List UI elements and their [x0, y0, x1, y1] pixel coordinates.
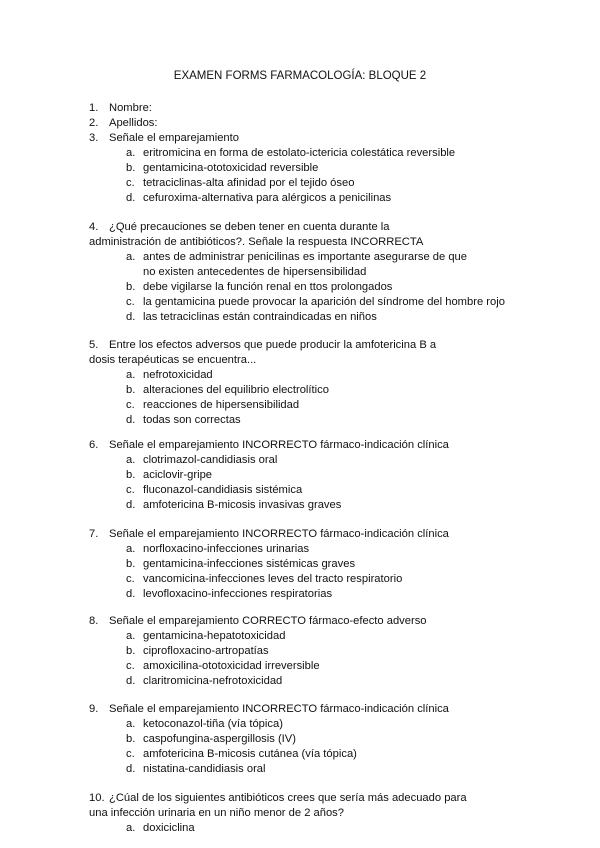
- option-text: doxiciclina: [143, 822, 195, 834]
- option-d: [89, 191, 539, 206]
- option-b: [89, 557, 539, 572]
- option-text: antes de administrar penicilinas es importante asegurarse de que no existen antecedentes de hipersensibilidad: [143, 251, 468, 278]
- option-letter: b.: [126, 733, 136, 745]
- option-letter: c.: [126, 399, 135, 411]
- option-list: [89, 542, 539, 602]
- option-text: gentamicina-infecciones sistémicas graves: [143, 558, 356, 570]
- option-d: [89, 587, 539, 602]
- option-text: amoxicilina-ototoxicidad irreversible: [143, 660, 320, 672]
- question-number: 5.: [89, 339, 99, 351]
- option-letter: c.: [126, 660, 135, 672]
- option-letter: a.: [126, 718, 136, 730]
- option-list: [89, 250, 539, 325]
- option-letter: b.: [126, 558, 136, 570]
- option-d: [89, 413, 539, 428]
- option-a: [89, 717, 539, 732]
- option-text: la gentamicina puede provocar la aparición del síndrome del hombre rojo: [143, 296, 505, 308]
- option-letter: c.: [126, 296, 135, 308]
- question-2: [89, 116, 539, 131]
- option-d: [89, 498, 539, 513]
- option-b: [89, 644, 539, 659]
- option-letter: c.: [126, 573, 135, 585]
- option-c: [89, 295, 539, 310]
- option-letter: b.: [126, 645, 136, 657]
- option-text: clotrimazol-candidiasis oral: [143, 454, 278, 466]
- question-6: [89, 438, 539, 513]
- question-1: [89, 101, 539, 116]
- question-number: 2.: [89, 117, 99, 129]
- question-number: 7.: [89, 528, 99, 540]
- option-text: gentamicina-ototoxicidad reversible: [143, 162, 319, 174]
- option-text: cefuroxima-alternativa para alérgicos a penicilinas: [143, 192, 392, 204]
- question-text: Apellidos:: [109, 117, 158, 129]
- option-letter: a.: [126, 543, 136, 555]
- option-letter: c.: [126, 177, 135, 189]
- option-text: alteraciones del equilibrio electrolítico: [143, 384, 329, 396]
- option-letter: b.: [126, 469, 136, 481]
- option-d: [89, 310, 539, 325]
- option-text: todas son correctas: [143, 414, 241, 426]
- option-a: [89, 629, 539, 644]
- option-text: aciclovir-gripe: [143, 469, 213, 481]
- option-letter: d.: [126, 414, 136, 426]
- option-text: nistatina-candidiasis oral: [143, 763, 266, 775]
- option-text: ketoconazol-tiña (vía tópica): [143, 718, 283, 730]
- question-text: Entre los efectos adversos que puede producir la amfotericina B a dosis terapéuticas se encuentra...: [89, 339, 437, 366]
- question-8: [89, 614, 539, 689]
- option-text: amfotericina B-micosis invasivas graves: [143, 499, 342, 511]
- option-d: [89, 762, 539, 777]
- option-list: [89, 629, 539, 689]
- option-c: [89, 176, 539, 191]
- option-text: reacciones de hipersensibilidad: [143, 399, 300, 411]
- option-d: [89, 674, 539, 689]
- option-b: [89, 161, 539, 176]
- question-number: 1.: [89, 102, 99, 114]
- option-letter: a.: [126, 147, 136, 159]
- question-text: Señale el emparejamiento: [109, 132, 239, 144]
- option-b: [89, 383, 539, 398]
- option-a: [89, 368, 539, 383]
- option-text: debe vigilarse la función renal en ttos prolongados: [143, 281, 393, 293]
- option-a: [89, 542, 539, 557]
- option-c: [89, 483, 539, 498]
- question-number: 3.: [89, 132, 99, 144]
- question-text: Señale el emparejamiento INCORRECTO fármaco-indicación clínica: [109, 528, 449, 540]
- option-a: [89, 821, 539, 836]
- option-b: [89, 732, 539, 747]
- option-text: fluconazol-candidiasis sistémica: [143, 484, 303, 496]
- option-b: [89, 280, 539, 295]
- option-text: las tetraciclinas están contraindicadas en niños: [143, 311, 377, 323]
- question-10: [89, 791, 539, 836]
- question-9: [89, 702, 539, 777]
- option-list: [89, 368, 539, 428]
- question-number: 9.: [89, 703, 99, 715]
- option-text: amfotericina B-micosis cutánea (vía tópica): [143, 748, 357, 760]
- option-letter: d.: [126, 588, 136, 600]
- option-c: [89, 747, 539, 762]
- option-letter: c.: [126, 748, 135, 760]
- option-b: [89, 468, 539, 483]
- option-letter: a.: [126, 454, 136, 466]
- question-text: ¿Qué precauciones se deben tener en cuenta durante la administración de antibióticos?. Señale la respuesta INCORRECTA: [89, 221, 424, 248]
- option-letter: c.: [126, 484, 135, 496]
- option-text: vancomicina-infecciones leves del tracto respiratorio: [143, 573, 403, 585]
- question-number: 8.: [89, 615, 99, 627]
- question-text: Nombre:: [109, 102, 152, 114]
- option-letter: b.: [126, 384, 136, 396]
- question-number: 4.: [89, 221, 99, 233]
- option-letter: a.: [126, 251, 136, 263]
- question-number: 6.: [89, 439, 99, 451]
- option-list: [89, 453, 539, 513]
- option-letter: d.: [126, 499, 136, 511]
- question-4: [89, 220, 539, 325]
- option-text: tetraciclinas-alta afinidad por el tejido óseo: [143, 177, 355, 189]
- option-a: [89, 146, 539, 161]
- option-a: [89, 250, 478, 280]
- question-3: [89, 131, 539, 206]
- option-text: norfloxacino-infecciones urinarias: [143, 543, 310, 555]
- option-text: levofloxacino-infecciones respiratorias: [143, 588, 333, 600]
- option-letter: d.: [126, 763, 136, 775]
- option-letter: a.: [126, 369, 136, 381]
- question-number: 10.: [89, 792, 105, 804]
- option-text: claritromicina-nefrotoxicidad: [143, 675, 283, 687]
- option-letter: a.: [126, 822, 136, 834]
- option-letter: a.: [126, 630, 136, 642]
- option-c: [89, 398, 539, 413]
- option-letter: b.: [126, 281, 136, 293]
- question-5: [89, 338, 539, 428]
- question-text: Señale el emparejamiento CORRECTO fármaco-efecto adverso: [109, 615, 427, 627]
- option-list: [89, 717, 539, 777]
- option-letter: d.: [126, 311, 136, 323]
- option-text: eritromicina en forma de estolato-ictericia colestática reversible: [143, 147, 456, 159]
- question-text: ¿Cúal de los siguientes antibióticos crees que sería más adecuado para una infección urinaria en un niño menor de 2 años?: [89, 792, 467, 819]
- option-text: gentamicina-hepatotoxicidad: [143, 630, 286, 642]
- question-7: [89, 527, 539, 602]
- option-a: [89, 453, 539, 468]
- option-text: ciprofloxacino-artropatías: [143, 645, 269, 657]
- option-letter: b.: [126, 162, 136, 174]
- option-text: caspofungina-aspergillosis (IV): [143, 733, 296, 745]
- option-letter: d.: [126, 192, 136, 204]
- option-c: [89, 572, 539, 587]
- option-c: [89, 659, 539, 674]
- option-list: [89, 821, 539, 836]
- exam-title: EXAMEN FORMS FARMACOLOGÍA: BLOQUE 2: [173, 70, 427, 82]
- question-text: Señale el emparejamiento INCORRECTO fármaco-indicación clínica: [109, 439, 449, 451]
- option-list: [89, 146, 539, 206]
- option-text: nefrotoxicidad: [143, 369, 213, 381]
- option-letter: d.: [126, 675, 136, 687]
- question-text: Señale el emparejamiento INCORRECTO fármaco-indicación clínica: [109, 703, 449, 715]
